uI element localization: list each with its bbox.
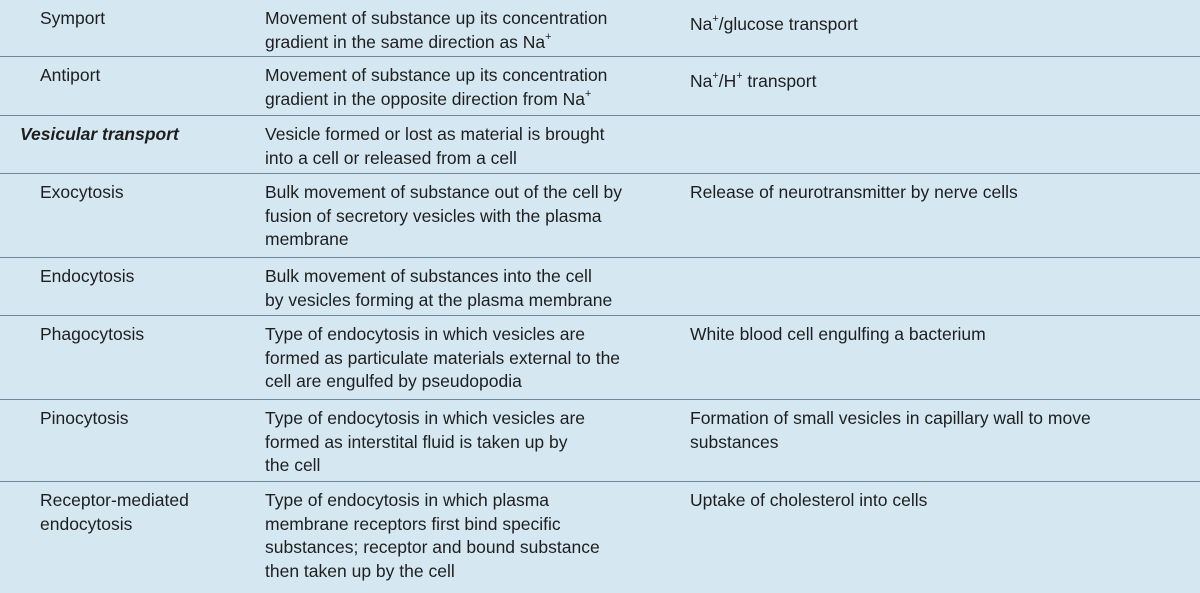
- table-row-symport: [0, 0, 1200, 57]
- table-row-vesicular-transport: [0, 116, 1200, 174]
- example-text: transport: [742, 71, 817, 91]
- description-text: Movement of substance up its concentration gradient in the same direction as Na: [265, 8, 608, 52]
- table-row-receptor-mediated-endocytosis: [0, 482, 1200, 593]
- example-text: Na: [690, 71, 713, 91]
- term-cell: Receptor-mediated endocytosis: [40, 490, 189, 534]
- table-row-phagocytosis: [0, 316, 1200, 400]
- description-cell: Type of endocytosis in which vesicles are formed as particulate materials external to the cell are engulfed by pseudopodia: [265, 324, 621, 391]
- term-cell: Symport: [40, 8, 106, 28]
- superscript: +: [585, 87, 592, 100]
- description-cell: Vesicle formed or lost as material is brought into a cell or released from a cell: [265, 124, 605, 168]
- term-cell: Pinocytosis: [40, 408, 129, 428]
- description-cell: Bulk movement of substance out of the cell by fusion of secretory vesicles with the plasma membrane: [265, 182, 622, 249]
- example-cell: White blood cell engulfing a bacterium: [690, 324, 986, 344]
- superscript: +: [712, 12, 719, 25]
- description-cell: Type of endocytosis in which vesicles are formed as interstital fluid is taken up by the cell: [265, 408, 586, 475]
- group-heading-cell: Vesicular transport: [20, 124, 179, 144]
- superscript: +: [712, 69, 719, 82]
- table-row-antiport: [0, 57, 1200, 116]
- term-cell: Antiport: [40, 65, 101, 85]
- description-text: Movement of substance up its concentration gradient in the opposite direction from Na: [265, 65, 608, 109]
- term-cell: Phagocytosis: [40, 324, 145, 344]
- description-cell: [265, 7, 685, 54]
- table-row-exocytosis: [0, 174, 1200, 258]
- description-cell: Type of endocytosis in which plasma membrane receptors first bind specific substances; receptor and bound substance then taken up by the cell: [265, 490, 600, 581]
- example-text: Na: [690, 14, 713, 34]
- example-cell: [690, 70, 1195, 94]
- example-cell: Uptake of cholesterol into cells: [690, 490, 928, 510]
- term-cell: Endocytosis: [40, 266, 135, 286]
- table-row-endocytosis: [0, 258, 1200, 316]
- example-cell: [690, 13, 1195, 37]
- description-cell: Bulk movement of substances into the cell by vesicles forming at the plasma membrane: [265, 266, 613, 310]
- example-text: /H: [718, 71, 737, 91]
- example-cell: Release of neurotransmitter by nerve cells: [690, 182, 1018, 202]
- superscript: +: [545, 30, 552, 43]
- table-row-pinocytosis: [0, 400, 1200, 482]
- example-text: /glucose transport: [718, 14, 858, 34]
- description-cell: [265, 64, 685, 111]
- term-cell: Exocytosis: [40, 182, 124, 202]
- example-cell: Formation of small vesicles in capillary wall to move substances: [690, 408, 1091, 452]
- superscript: +: [736, 69, 743, 82]
